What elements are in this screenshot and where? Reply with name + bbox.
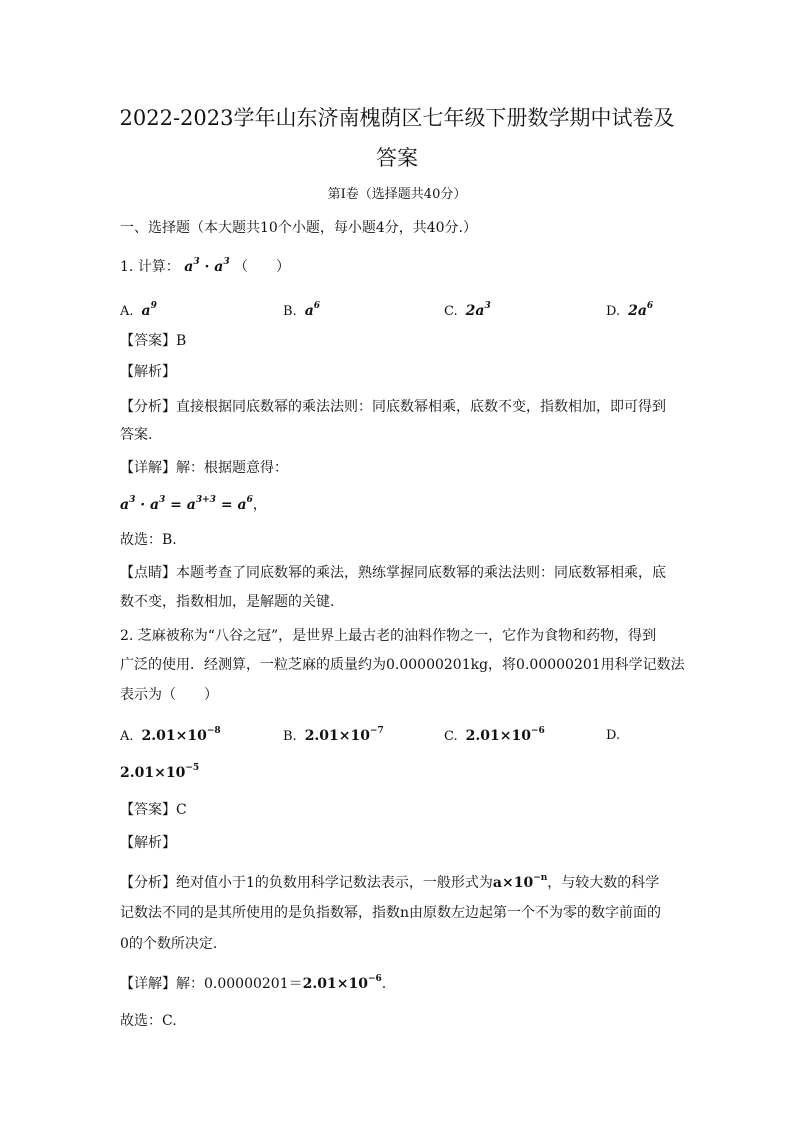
- q1-option-d: D. $2a^6$: [606, 301, 654, 319]
- doc-title-line1: 2022-2023学年山东济南槐荫区七年级下册数学期中试卷及: [119, 106, 675, 130]
- q2-stem-line3: 表示为（ ）: [120, 687, 218, 703]
- q2-option-a: A. $2.01\times 10^{-8}$: [120, 726, 221, 744]
- question-1: [120, 258, 680, 276]
- q1-expression: $a^3 \cdot a^3$: [184, 257, 230, 275]
- q2-fenxi-line2: 记数法不同的是其所使用的是负指数幂，指数n由原数左边起第一个不为零的数字前面的: [120, 905, 662, 921]
- q2-option-d-value: $2.01\times 10^{-5}$: [120, 763, 200, 781]
- q2-option-b: B. $2.01\times 10^{-7}$: [283, 726, 384, 744]
- q2-option-c: C. $2.01\times 10^{-6}$: [444, 726, 545, 744]
- q2-detail: 【详解】解：$0.00000201=2.01\times 10^{-6}$.: [120, 974, 387, 992]
- q1-blank: （ ）: [234, 259, 291, 275]
- q2-fenxi-line3: 0的个数所决定.: [120, 936, 218, 952]
- q2-fenxi-line1: 【分析】绝对值小于1的负数用科学记数法表示，一般形式为$a\times 10^{-n}$，与较大数的科学: [120, 873, 660, 891]
- q1-detail-intro: 【详解】解：根据题意得：: [120, 460, 288, 476]
- q1-comment-line2: 数不变，指数相加，是解题的关键.: [120, 594, 335, 610]
- q1-option-c: C. $2a^3$: [444, 301, 491, 319]
- part-instructions: 一、选择题（本大题共10个小题，每小题4分，共40分.）: [120, 220, 477, 236]
- doc-title-line2: 答案: [376, 146, 418, 170]
- q1-choice: 故选：B.: [120, 532, 177, 548]
- q2-answer: 【答案】C: [120, 802, 187, 818]
- q1-answer: 【答案】B: [120, 333, 187, 349]
- q1-fenxi-line2: 答案.: [120, 427, 153, 443]
- q1-analysis-label: 【解析】: [120, 364, 176, 380]
- q2-choice: 故选：C.: [120, 1013, 177, 1029]
- q1-option-b: B. $a^6$: [283, 301, 321, 319]
- q1-fenxi-line1: 【分析】直接根据同底数幂的乘法法则：同底数幂相乘，底数不变，指数相加，即可得到: [120, 399, 666, 415]
- q1-detail-formula: $a^3 \cdot a^3 = a^{3+3} = a^6$，: [120, 495, 267, 513]
- q1-stem: 1. 计算：: [120, 259, 180, 275]
- q2-stem-line2: 广泛的使用．经测算，一粒芝麻的质量约为0.00000201kg，将0.00000201用科学记数法: [120, 657, 685, 673]
- q2-analysis-label: 【解析】: [120, 835, 176, 851]
- section-heading: 第I卷（选择题共40分）: [327, 187, 467, 202]
- q1-comment-line1: 【点睛】本题考查了同底数幂的乘法，熟练掌握同底数幂的乘法法则：同底数幂相乘，底: [120, 565, 666, 581]
- q1-option-a: A. $a^9$: [120, 301, 157, 319]
- q2-stem-line1: 2. 芝麻被称为“八谷之冠”，是世界上最古老的油料作物之一，它作为食物和药物，得到: [120, 628, 657, 644]
- q2-option-d: D.: [606, 728, 621, 743]
